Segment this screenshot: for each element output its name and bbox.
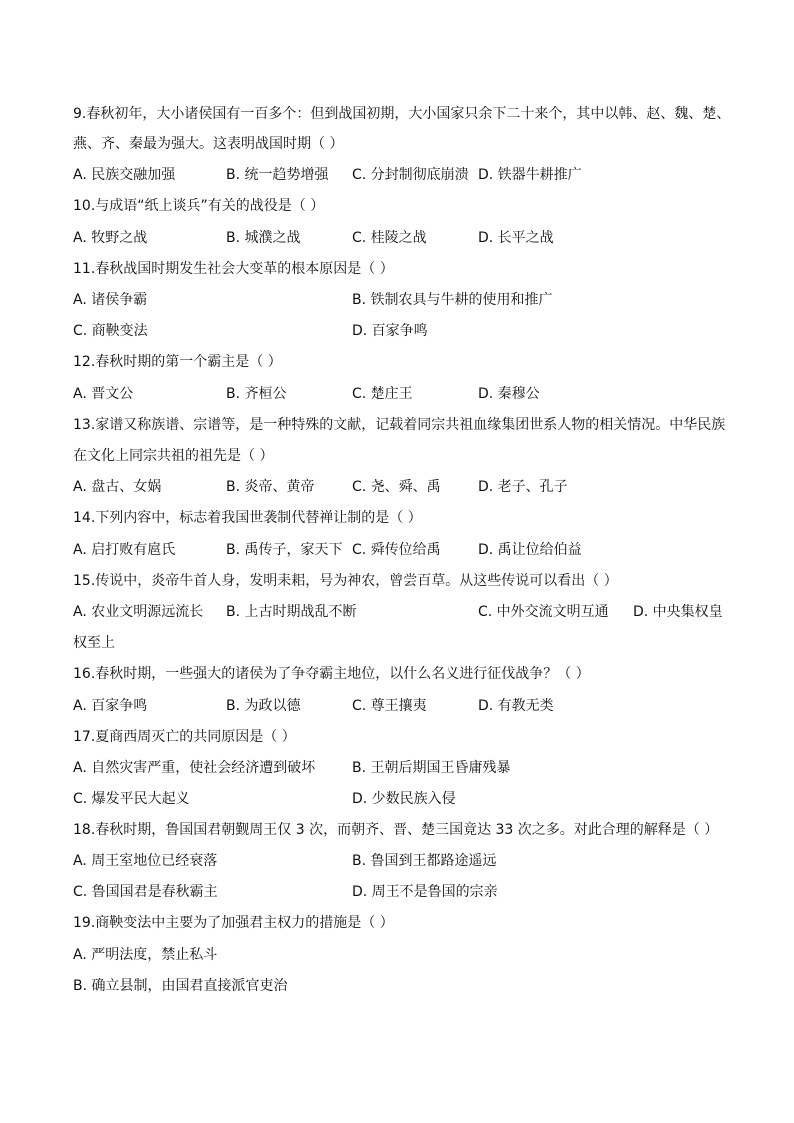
question-15-option-c: C. 中外交流文明互通 [478, 604, 609, 620]
question-17-option-a: A. 自然灾害严重，使社会经济遭到破坏 [73, 760, 316, 776]
question-19-option-b: B. 确立县制，由国君直接派官吏治 [73, 978, 288, 994]
question-15-text: 15.传说中，炎帝牛首人身，发明耒耜，号为神农，曾尝百草。从这些传说可以看出（ ） [73, 573, 618, 589]
question-14-option-b: B. 禹传子，家天下 [226, 542, 343, 558]
question-16-option-b: B. 为政以德 [226, 698, 301, 714]
question-15-option-b: B. 上古时期战乱不断 [226, 604, 357, 620]
question-16-option-d: D. 有教无类 [478, 698, 554, 714]
question-11-option-c: C. 商鞅变法 [73, 323, 148, 339]
question-17-option-d: D. 少数民族入侵 [352, 791, 456, 807]
question-16-option-c: C. 尊王攘夷 [352, 698, 427, 714]
question-17-option-c: C. 爆发平民大起义 [73, 791, 190, 807]
question-15-option-d: D. 中央集权皇 [633, 604, 723, 620]
question-9-option-a: A. 民族交融加强 [73, 167, 176, 183]
question-13-option-a: A. 盘古、女娲 [73, 479, 162, 495]
question-12-option-a: A. 晋文公 [73, 386, 134, 402]
question-18-option-d: D. 周王不是鲁国的宗亲 [352, 884, 498, 900]
question-13-text-line-1: 13.家谱又称族谱、宗谱等，是一种特殊的文献，记载着同宗共祖血缘集团世系人物的相关情况。中华民族 [73, 417, 726, 433]
question-13-text-line-2: 在文化上同宗共祖的祖先是（ ） [73, 448, 274, 464]
question-18-option-b: B. 鲁国到王都路途遥远 [352, 853, 497, 869]
question-18-text: 18.春秋时期，鲁国国君朝觐周王仅 3 次，而朝齐、晋、楚三国竟达 33 次之多。对此合理的解释是（ ） [73, 822, 719, 838]
question-12-option-b: B. 齐桓公 [226, 386, 287, 402]
question-17-option-b: B. 王朝后期国王昏庸残暴 [352, 760, 511, 776]
question-9-text-line-1: 9.春秋初年，大小诸侯国有一百多个：但到战国初期，大小国家只余下二十来个，其中以韩、赵、魏、楚、 [73, 106, 731, 122]
question-12-text: 12.春秋时期的第一个霸主是（ ） [73, 354, 282, 370]
question-11-option-d: D. 百家争鸣 [352, 323, 428, 339]
question-9-option-b: B. 统一趋势增强 [226, 167, 329, 183]
question-10-text: 10.与成语“纸上谈兵”有关的战役是（ ） [73, 198, 325, 214]
question-14-option-a: A. 启打败有扈氏 [73, 542, 176, 558]
question-16-option-a: A. 百家争鸣 [73, 698, 148, 714]
question-13-option-b: B. 炎帝、黄帝 [226, 479, 315, 495]
question-13-option-c: C. 尧、舜、禹 [352, 479, 441, 495]
question-11-option-a: A. 诸侯争霸 [73, 292, 148, 308]
question-11-text: 11.春秋战国时期发生社会大变革的根本原因是（ ） [73, 261, 394, 277]
question-12-option-c: C. 楚庄王 [352, 386, 413, 402]
question-9-option-d: D. 铁器牛耕推广 [478, 167, 582, 183]
question-18-option-a: A. 周王室地位已经衰落 [73, 853, 218, 869]
question-13-option-d: D. 老子、孔子 [478, 479, 568, 495]
question-18-option-c: C. 鲁国国君是春秋霸主 [73, 884, 218, 900]
question-10-option-d: D. 长平之战 [478, 230, 554, 246]
question-15-option-d-wrap: 权至上 [73, 635, 115, 651]
question-9-option-c: C. 分封制彻底崩溃 [352, 167, 469, 183]
question-14-option-d: D. 禹让位给伯益 [478, 542, 582, 558]
question-14-option-c: C. 舜传位给禹 [352, 542, 441, 558]
question-16-text: 16.春秋时期，一些强大的诸侯为了争夺霸主地位，以什么名义进行征伐战争？（ ） [73, 666, 590, 682]
question-15-option-a: A. 农业文明源远流长 [73, 604, 204, 620]
question-10-option-a: A. 牧野之战 [73, 230, 148, 246]
question-14-text: 14.下列内容中，标志着我国世袭制代替禅让制的是（ ） [73, 510, 422, 526]
question-9-text-line-2: 燕、齐、秦最为强大。这表明战国时期（ ） [73, 136, 344, 152]
question-17-text: 17.夏商西周灭亡的共同原因是（ ） [73, 729, 296, 745]
question-19-option-a: A. 严明法度，禁止私斗 [73, 947, 218, 963]
question-12-option-d: D. 秦穆公 [478, 386, 540, 402]
question-19-text: 19.商鞅变法中主要为了加强君主权力的措施是（ ） [73, 915, 394, 931]
question-11-option-b: B. 铁制农具与牛耕的使用和推广 [352, 292, 553, 308]
question-10-option-b: B. 城濮之战 [226, 230, 301, 246]
question-10-option-c: C. 桂陵之战 [352, 230, 427, 246]
